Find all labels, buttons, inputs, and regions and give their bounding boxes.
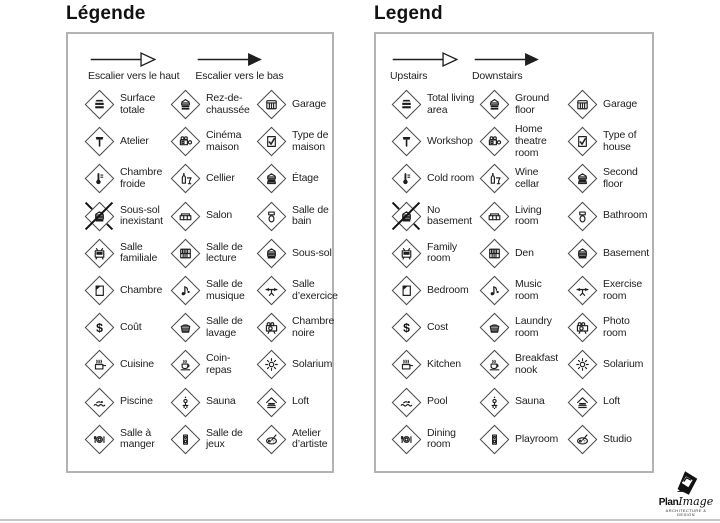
photo-room-icon [565,311,599,345]
living-room-icon [168,199,202,233]
stair-label: Upstairs [390,70,428,82]
legend-item-pool [389,385,477,419]
legend-item-label: Home theatre room [515,123,547,159]
legend-item-label: Cinéma maison [206,129,242,153]
legend-item-kitchen [389,348,477,382]
legend-item-label: Étage [292,172,319,185]
legend-item-total-area [389,88,477,122]
planimage-logo [657,469,715,517]
basement-icon [565,236,599,270]
legend-item-dining-room [82,422,168,456]
legend-item-bathroom [565,199,653,233]
legend-item-cold-room [82,162,168,196]
legend-item-label: Ground floor [515,92,550,116]
no-basement-icon [82,199,116,233]
kitchen-icon [82,348,116,382]
legend-item-dining-room [389,422,477,456]
legend-item-label: Salle de lavage [206,315,243,339]
stairs-legend [88,50,332,82]
total-area-icon [82,88,116,122]
legend-item-label: Salle de musique [206,277,245,302]
legend-item-ground-floor [168,88,254,122]
bedroom-icon [82,274,116,308]
legend-item-label: Laundry room [515,315,552,339]
legend-item-label: Den [515,246,534,259]
legend-item-label: Piscine [120,395,153,408]
legend-item-type-of-house [565,125,653,159]
legend-item-label: Bedroom [427,283,469,296]
loft-icon [565,385,599,419]
stair-up-item [88,50,179,82]
sauna-icon [168,385,202,419]
exercise-room-icon [565,274,599,308]
garage-icon [254,88,288,122]
wine-cellar-icon [168,162,202,196]
legend-item-label: Loft [603,395,620,408]
legend-item-loft [254,385,340,419]
legend-item-label: Salle de jeux [206,426,243,451]
legend-item-type-of-house [254,125,340,159]
stair-down-arrow-icon [472,50,542,69]
home-theatre-icon [168,125,202,159]
legend-item-label: Chambre froide [120,166,163,190]
family-room-icon [82,236,116,270]
stair-down-item [195,50,283,82]
legend-item-label: Basement [603,246,650,259]
legend-item-label: Coût [120,320,142,333]
legend-item-no-basement [389,199,477,233]
legend-item-family-room [82,236,168,270]
solarium-icon [565,348,599,382]
wine-cellar-icon [477,162,511,196]
laundry-room-icon [477,311,511,345]
type-of-house-icon [565,125,599,159]
legend-item-label: Second floor [603,166,638,190]
legend-item-label: Bathroom [603,209,648,222]
legend-item-workshop [389,125,477,159]
legend-item-label: Studio [603,432,632,445]
pool-icon [389,385,423,419]
playroom-icon [168,422,202,456]
legend-item-label: Breakfast nook [515,352,559,376]
type-of-house-icon [254,125,288,159]
legend-item-label: Salle familiale [120,240,158,265]
legend-item-photo-room [254,311,340,345]
planimage-logo-text [657,496,715,508]
legend-item-living-room [477,199,565,233]
legend-item-bathroom [254,199,340,233]
legend-item-playroom [168,422,254,456]
legend-item-label: Solarium [603,358,644,371]
legend-item-label: Surface totale [120,92,156,116]
living-room-icon [477,199,511,233]
legend-box-french [66,32,338,473]
legend-item-label: Music room [515,277,542,302]
breakfast-nook-icon [477,348,511,382]
legend-item-den [477,236,565,270]
laundry-room-icon [168,311,202,345]
legend-item-home-theatre [477,124,565,159]
legend-item-cost [82,311,168,345]
legend-item-photo-room [565,311,653,345]
cost-icon [389,311,423,345]
page-bottom-rule [0,519,720,521]
legend-item-basement [565,236,653,270]
bedroom-icon [389,274,423,308]
legend-item-label: Total living area [427,92,475,116]
legend-item-cold-room [389,162,477,196]
garage-icon [565,88,599,122]
studio-icon [254,422,288,456]
legend-item-label: Family room [427,240,458,265]
legend-item-second-floor [254,162,340,196]
ground-floor-icon [477,88,511,122]
bathroom-icon [565,199,599,233]
stairs-legend [390,50,652,82]
legend-item-family-room [389,236,477,270]
legend-item-label: Salle d’exercice [292,277,338,302]
legend-item-exercise-room [254,274,340,308]
stair-up-arrow-icon [88,50,158,69]
den-icon [477,236,511,270]
legend-item-den [168,236,254,270]
basement-icon [254,236,288,270]
legend-item-no-basement [82,199,168,233]
legend-item-label: Pool [427,395,448,408]
legend-panel-english [374,0,654,480]
legend-item-solarium [254,348,340,382]
legend-item-label: Atelier d’artiste [292,426,328,451]
legend-item-second-floor [565,162,653,196]
second-floor-icon [254,162,288,196]
legend-item-label: Cost [427,320,448,333]
ground-floor-icon [168,88,202,122]
total-area-icon [389,88,423,122]
stair-up-item [390,50,460,82]
legend-item-label: Salle de lecture [206,240,243,265]
legend-item-kitchen [82,348,168,382]
workshop-icon [82,125,116,159]
stair-label: Escalier vers le bas [195,70,284,82]
legend-grid [389,86,652,458]
legend-item-total-area [82,88,168,122]
stair-down-item [472,50,542,82]
cost-icon [82,311,116,345]
legend-box-english [374,32,654,473]
legend-item-label: Sous-sol inexistant [120,203,163,228]
legend-item-home-theatre [168,125,254,159]
legend-item-label: Coin-repas [206,352,232,376]
legend-item-label: Salle de bain [292,203,329,228]
legend-item-label: Chambre [120,283,163,296]
legend-panel-french [66,0,338,480]
legend-item-label: Solarium [292,358,333,371]
legend-item-bedroom [82,274,168,308]
dining-room-icon [389,422,423,456]
legend-item-label: Garage [292,97,327,110]
legend-item-music-room [477,274,565,308]
legend-item-label: Loft [292,395,309,408]
legend-item-label: Photo room [603,315,630,339]
legend-item-label: Type of house [603,129,637,153]
exercise-room-icon [254,274,288,308]
no-basement-icon [389,199,423,233]
legend-item-label: Type de maison [292,129,329,153]
logo-tagline: ARCHITECTURE & DESIGN [665,508,707,517]
planimage-logo-icon [671,469,701,496]
legend-item-label: Exercise room [603,277,643,302]
legend-item-cost [389,311,477,345]
legend-item-label: Dining room [427,426,456,451]
legend-item-ground-floor [477,88,565,122]
breakfast-nook-icon [168,348,202,382]
legend-item-living-room [168,199,254,233]
legend-item-label: Workshop [427,135,473,147]
family-room-icon [389,236,423,270]
legend-item-studio [565,422,653,456]
legend-item-basement [254,236,340,270]
legend-item-loft [565,385,653,419]
legend-item-label: Wine cellar [515,166,540,190]
legend-item-label: Cellier [206,172,235,185]
legend-item-label: Living room [515,203,542,228]
legend-item-wine-cellar [168,162,254,196]
pool-icon [82,385,116,419]
stair-down-arrow-icon [195,50,265,69]
legend-item-label: Chambre noire [292,315,335,339]
second-floor-icon [565,162,599,196]
legend-item-solarium [565,348,653,382]
legend-item-workshop [82,125,168,159]
logo-plan-text: Plan [658,497,679,508]
legend-item-label: Kitchen [427,358,461,371]
legend-item-bedroom [389,274,477,308]
logo-image-text: Image [678,495,714,508]
dining-room-icon [82,422,116,456]
stair-up-arrow-icon [390,50,460,69]
legend-item-garage [254,88,340,122]
legend-item-pool [82,385,168,419]
legend-item-exercise-room [565,274,653,308]
legend-item-label: Sous-sol [292,246,332,259]
legend-item-breakfast-nook [477,348,565,382]
legend-item-label: Atelier [120,135,149,147]
legend-item-music-room [168,274,254,308]
loft-icon [254,385,288,419]
workshop-icon [389,125,423,159]
playroom-icon [477,422,511,456]
legend-item-label: Cold room [427,172,475,185]
legend-item-sauna [477,385,565,419]
legend-item-label: Playroom [515,432,559,445]
solarium-icon [254,348,288,382]
legend-item-label: Sauna [515,395,545,408]
panel-title-english: Legend [374,3,443,24]
legend-item-laundry-room [477,311,565,345]
stair-label: Escalier vers le haut [88,70,180,82]
legend-item-label: Salon [206,209,233,222]
cold-room-icon [389,162,423,196]
legend-item-wine-cellar [477,162,565,196]
legend-item-playroom [477,422,565,456]
legend-item-label: Sauna [206,395,236,408]
legend-item-label: No basement [427,203,472,228]
legend-item-laundry-room [168,311,254,345]
legend-item-breakfast-nook [168,348,254,382]
legend-item-label: Rez-de-chaussée [206,92,250,116]
photo-room-icon [254,311,288,345]
music-room-icon [477,274,511,308]
sauna-icon [477,385,511,419]
legend-item-studio [254,422,340,456]
kitchen-icon [389,348,423,382]
stair-label: Downstairs [472,70,523,82]
legend-item-garage [565,88,653,122]
music-room-icon [168,274,202,308]
legend-item-label: Cuisine [120,358,154,371]
legend-item-label: Salle à manger [120,426,155,451]
den-icon [168,236,202,270]
cold-room-icon [82,162,116,196]
legend-item-sauna [168,385,254,419]
legend-item-label: Garage [603,97,638,110]
home-theatre-icon [477,125,511,159]
studio-icon [565,422,599,456]
legend-grid [82,86,338,458]
panel-title-french: Légende [66,3,146,24]
bathroom-icon [254,199,288,233]
